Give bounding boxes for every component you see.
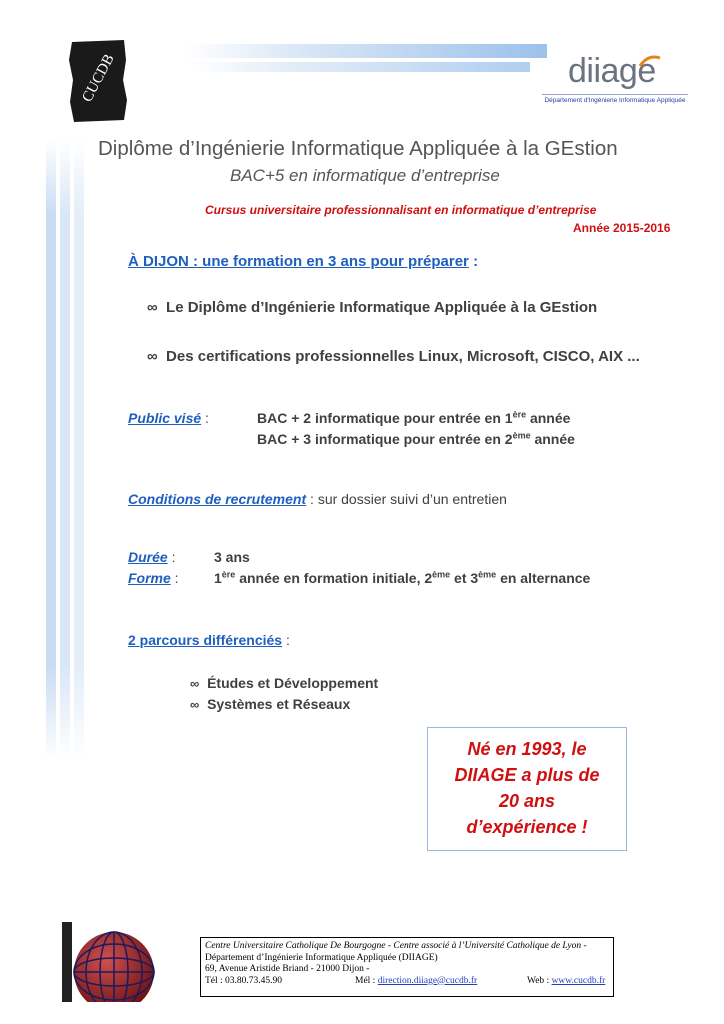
public-line-2-post: année bbox=[530, 431, 575, 447]
public-line-2-text: BAC + 3 informatique pour entrée en 2 bbox=[257, 431, 513, 447]
duree-value: 3 ans bbox=[214, 549, 250, 565]
public-line-1 bbox=[257, 410, 570, 426]
intro-bullet-1-text: Le Diplôme d’Ingénierie Informatique Appliquée à la GEstion bbox=[166, 299, 598, 316]
conditions-label: Conditions de recrutement bbox=[128, 491, 307, 507]
parcours-item-1 bbox=[190, 675, 378, 691]
callout-line-1: Né en 1993, le bbox=[467, 739, 587, 759]
duree-label: Durée bbox=[128, 549, 168, 565]
public-line-2 bbox=[257, 431, 575, 447]
footer-line-3: 69, Avenue Aristide Briand - 21000 Dijon - bbox=[205, 964, 370, 974]
parcours-label-row bbox=[128, 632, 290, 648]
forme-colon: : bbox=[170, 570, 179, 586]
diiage-logo-name: diiage bbox=[568, 52, 656, 90]
cursus-line: Cursus universitaire professionnalisant en informatique d’entreprise bbox=[205, 203, 597, 217]
public-label-row bbox=[128, 410, 209, 426]
footer-web-label: Web : bbox=[527, 975, 552, 986]
left-vertical-bar-2 bbox=[60, 140, 70, 760]
parcours-item-2 bbox=[190, 696, 350, 712]
parcours-item-1-text: Études et Développement bbox=[207, 675, 379, 691]
cucdb-logo bbox=[68, 40, 128, 122]
public-line-1-sup: ère bbox=[512, 409, 527, 420]
public-colon: : bbox=[201, 410, 209, 426]
infinity-bullet-icon: ∞ bbox=[147, 299, 158, 316]
infinity-bullet-icon: ∞ bbox=[190, 676, 200, 691]
forme-p3: et 3 bbox=[450, 570, 479, 586]
footer-mel-link[interactable]: direction.diiage@cucdb.fr bbox=[377, 975, 478, 986]
parcours-label: 2 parcours différenciés bbox=[128, 632, 283, 648]
intro-bullet-1 bbox=[147, 299, 597, 316]
forme-p1: 1 bbox=[214, 570, 222, 586]
page-title: Diplôme d’Ingénierie Informatique Appliquée à la GEstion bbox=[98, 137, 618, 160]
callout-line-3: 20 ans bbox=[498, 791, 556, 811]
public-line-1-post: année bbox=[526, 410, 571, 426]
callout-line-4: d’expérience ! bbox=[466, 817, 588, 837]
forme-value bbox=[214, 570, 590, 586]
public-line-1-text: BAC + 2 informatique pour entrée en 1 bbox=[257, 410, 513, 426]
page-subtitle: BAC+5 en informatique d’entreprise bbox=[230, 166, 500, 185]
footer-line-1: Centre Universitaire Catholique De Bourgogne - Centre associé à l’Université Catholique de Lyon - bbox=[205, 941, 587, 951]
duree-label-row bbox=[128, 549, 175, 565]
forme-s3: ème bbox=[478, 569, 497, 580]
intro-heading: À DIJON : une formation en 3 ans pour préparer bbox=[128, 253, 469, 270]
footer-line-2: Département d’Ingénierie Informatique Appliquée (DIIAGE) bbox=[205, 952, 438, 963]
cucdb-logo-text: CUCDB bbox=[79, 51, 118, 105]
parcours-colon: : bbox=[282, 632, 290, 648]
footer-mel bbox=[355, 976, 477, 988]
diiage-logo-subtitle: Département d'Ingénierie Informatique Appliquée bbox=[544, 97, 686, 104]
duree-colon: : bbox=[167, 549, 176, 565]
forme-s1: ère bbox=[221, 569, 236, 580]
left-vertical-bar bbox=[46, 140, 56, 760]
intro-heading-row bbox=[128, 253, 478, 270]
forme-s2: ème bbox=[432, 569, 451, 580]
callout-line-2: DIIAGE a plus de bbox=[454, 765, 600, 785]
conditions-text: sur dossier suivi d’un entretien bbox=[317, 491, 507, 507]
forme-p4: en alternance bbox=[496, 570, 591, 586]
intro-bullet-2 bbox=[147, 348, 640, 365]
left-vertical-bar-3 bbox=[74, 140, 84, 760]
public-line-2-sup: ème bbox=[512, 430, 531, 441]
footer-web-link[interactable]: www.cucdb.fr bbox=[551, 975, 606, 986]
forme-label-row bbox=[128, 570, 179, 586]
intro-heading-suffix: : bbox=[468, 253, 479, 270]
parcours-item-2-text: Systèmes et Réseaux bbox=[207, 696, 351, 712]
conditions-row bbox=[128, 491, 507, 507]
footer-tel: Tél : 03.80.73.45.90 bbox=[205, 975, 283, 986]
public-label: Public visé bbox=[128, 410, 202, 426]
globe-icon bbox=[62, 922, 162, 1002]
diiage-logo bbox=[538, 52, 688, 114]
globe-logo bbox=[62, 922, 162, 1002]
intro-bullet-2-text: Des certifications professionnelles Linux, Microsoft, CISCO, AIX ... bbox=[166, 348, 640, 365]
year-label: Année 2015-2016 bbox=[573, 221, 671, 235]
conditions-colon: : bbox=[306, 491, 318, 507]
experience-callout bbox=[427, 727, 627, 851]
footer-box bbox=[200, 937, 614, 997]
footer-mel-label: Mél : bbox=[355, 975, 378, 986]
header-gradient-bar bbox=[185, 44, 547, 58]
infinity-bullet-icon: ∞ bbox=[190, 697, 200, 712]
forme-p2: année en formation initiale, 2 bbox=[235, 570, 433, 586]
diiage-swoosh-icon bbox=[638, 54, 662, 68]
footer-contact-row bbox=[205, 976, 609, 988]
forme-label: Forme bbox=[128, 570, 171, 586]
footer-web bbox=[527, 976, 605, 988]
header-gradient-bar-2 bbox=[190, 62, 530, 72]
infinity-bullet-icon: ∞ bbox=[147, 348, 158, 365]
diiage-logo-divider bbox=[542, 94, 688, 95]
